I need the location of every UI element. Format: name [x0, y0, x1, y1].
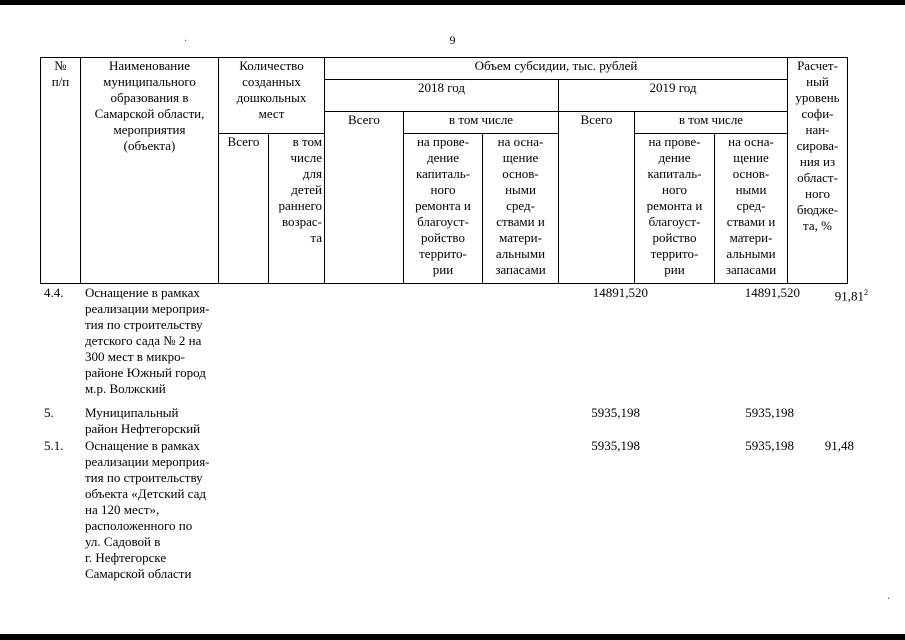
- row-number: 5.1.: [44, 438, 64, 453]
- total-2018-header: Всего: [325, 112, 404, 284]
- total-2019-value: 14891,520: [592, 285, 648, 300]
- row-name: Оснащение в рамках реализации мероприя- тия по строительству детского сада № 2 на 300 мест в микро- районе Южный город м.р. Волжский: [85, 285, 210, 396]
- page-number: 9: [449, 33, 456, 47]
- col-subsidy-header: Объем субсидии, тыс. рублей: [325, 58, 788, 80]
- equip-2018-header: на осна- щение основ- ными сред- ствами и матери- альными запасами: [483, 134, 559, 284]
- top-border: [0, 0, 905, 5]
- col-rate-header: Расчет- ный уровень софи- нан- сирова- ния из област- ного бюдже- та, %: [788, 58, 848, 284]
- col-name-header: Наименование муниципального образования в Самарской области, мероприятия (объекта): [81, 58, 219, 284]
- col-places-header: Количество созданных дошкольных мест: [219, 58, 325, 134]
- including-2019-header: в том числе: [635, 112, 788, 134]
- col-num-header: № п/п: [41, 58, 81, 284]
- year-2019-header: 2019 год: [559, 80, 788, 112]
- rate-value: 91,81$^2$: [834, 288, 868, 304]
- row-name: Оснащение в рамках реализации мероприя- тия по строительству объекта «Детский сад на 120 мест», расположенного по ул. Садовой в г. Нефтегорске Самарской области: [85, 438, 210, 581]
- repair-2019-header: на прове- дение капиталь- ного ремонта и благоуст- ройство террито- рии: [635, 134, 715, 284]
- total-2019-header: Всего: [559, 112, 635, 284]
- equip-2019-value: 5935,198: [745, 405, 794, 420]
- year-2018-header: 2018 год: [325, 80, 559, 112]
- places-total-header: Всего: [219, 134, 269, 284]
- including-2018-header: в том числе: [404, 112, 559, 134]
- places-young-header: в том числе для детей раннего возрас- та: [269, 134, 325, 284]
- header-table: [40, 57, 848, 284]
- row-name: Муниципальный район Нефтегорский: [85, 405, 201, 436]
- repair-2018-header: на прове- дение капиталь- ного ремонта и благоуст- ройство террито- рии: [404, 134, 483, 284]
- equip-2019-value: 14891,520: [744, 285, 800, 300]
- rate-value: 91,48: [824, 438, 854, 453]
- scan-speck: ·: [887, 594, 891, 605]
- scan-speck: ·: [184, 36, 188, 47]
- row-number: 4.4.: [44, 285, 64, 300]
- equip-2019-value: 5935,198: [745, 438, 794, 453]
- row-number: 5.: [44, 405, 54, 420]
- bottom-border: [0, 634, 905, 640]
- equip-2019-header: на осна- щение основ- ными сред- ствами и матери- альными запасами: [715, 134, 788, 284]
- total-2019-value: 5935,198: [591, 405, 640, 420]
- total-2019-value: 5935,198: [591, 438, 640, 453]
